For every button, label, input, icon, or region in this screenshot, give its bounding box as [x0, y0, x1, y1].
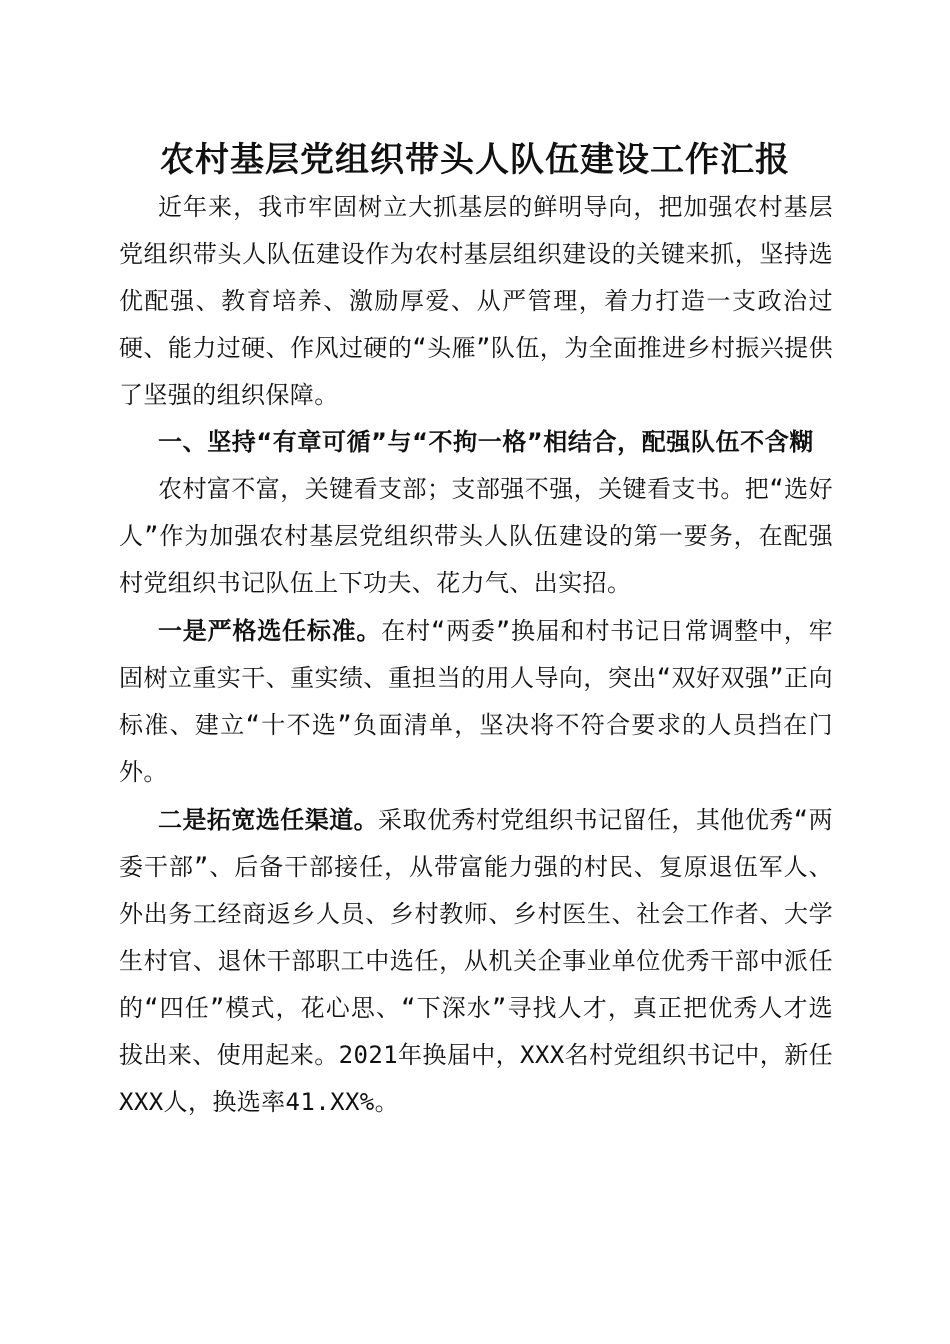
item-text-1: 在村“两委”换届和村书记日常调整中，牢固树立重实干、重实绩、重担当的用人导向，突出“双好双强”正向标准、建立“十不选”负面清单，坚决将不符合要求的人员挡在门外。: [119, 617, 833, 786]
section-heading: 一、坚持“有章可循”与“不拘一格”相结合，配强队伍不含糊: [158, 428, 814, 456]
section-paragraph: 农村富不富，关键看支部；支部强不强，关键看支书。把“选好人”作为加强农村基层党组织带头人队伍建设的第一要务，在配强村党组织书记队伍上下功夫、花力气、出实招。: [119, 475, 833, 597]
intro-paragraph: 近年来，我市牢固树立大抓基层的鲜明导向，把加强农村基层党组织带头人队伍建设作为农村基层组织建设的关键来抓，坚持选优配强、教育培养、激励厚爱、从严管理，着力打造一支政治过硬、能力过硬、作风过硬的“头雁”队伍，为全面推进乡村振兴提供了坚强的组织保障。: [119, 193, 833, 409]
item-lead-1: 一是严格选任标准。: [158, 616, 382, 645]
document-title: 农村基层党组织带头人队伍建设工作汇报: [160, 140, 790, 180]
item-text-2: 采取优秀村党组织书记留任，其他优秀“两委干部”、后备干部接任，从带富能力强的村民、复原退伍军人、外出务工经商返乡人员、乡村教师、乡村医生、社会工作者、大学生村官、退休干部职工中选任，从机关企事业单位优秀干部中派任的“四任”模式，花心思、“下深水”寻找人才，真正把优秀人才选拔出来、使用起来。2021年换届中，XXX名村党组织书记中，新任XXX人，换选率41.XX%。: [119, 806, 833, 1116]
document-body: [119, 184, 833, 1126]
item-paragraph-2: [119, 796, 833, 1126]
item-paragraph-1: [119, 607, 833, 796]
item-lead-2: 二是拓宽选任渠道。: [158, 805, 379, 834]
